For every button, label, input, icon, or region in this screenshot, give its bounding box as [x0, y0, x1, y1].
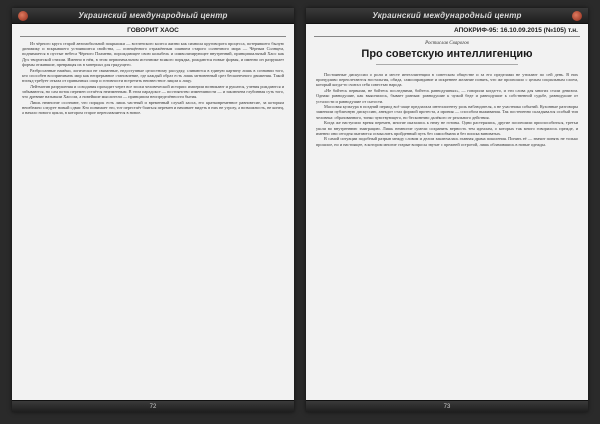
paragraph: Постоянные дискуссии о роли и месте интеллигенции в советском обществе и за его пределами не утихают по сей день. В них причудливо переплетаются ностальгия, обида, самооправдание и искреннее желание понять, что же произошло с целым социальным слоем, который когда-то считал себя совестью народа.: [316, 72, 578, 88]
section-label: ГОВОРИТ ХАОС: [127, 27, 179, 34]
right-page: [306, 8, 588, 412]
paragraph: Разбросанные намёки, логически не связанные, недоступные целостному рассудку, сливаются в единую картину лишь в сознании того, кто способен воспринимать мир как непрерывное становление, где каждый образ есть лишь мгновенный срез бесконечного движения. Такой взгляд требует отказа от привычных опор и готовности встретить неизвестное лицом к лицу.: [22, 67, 284, 83]
top-band: [306, 8, 588, 24]
article-title: Про советскую интеллигенцию: [361, 48, 533, 60]
paragraph: Лишь немногие осознают, что порядок есть лишь частный и временный случай хаоса, его кратковременное равновесие, за которым неизбежно следует новый сдвиг. Кто понимает это, тот перестаёт бояться перемен и начинает видеть в них не угрозу, а возможность, не конец, а начало нового цикла, в котором старое переплавляется в новое.: [22, 99, 284, 116]
logo-icon: [572, 11, 582, 21]
paragraph: Когда же наступило время перемен, многие оказались к нему не готовы. Одни растерялись, другие поспешили приспособиться, третьи ушли во внутреннюю эмиграцию. Лишь немногие сумели сохранить верность тем идеалам, о которых так много говорилось прежде, и именно они сегодня пытаются осмыслить пройденный путь без самообмана и без поиска виноватых.: [316, 120, 578, 136]
article-body: [316, 72, 578, 396]
band-title: Украинский международный центр: [78, 11, 228, 20]
paragraph: Массовая культура в поздний период всё чаще предлагала интеллигенту роль наблюдателя, а не участника событий. Кухонные разговоры заменили публичную дискуссию, анекдот стал формой протеста, а ирония — способом выживания. Так постепенно складывался особый тип человека: образованного, тонко чувствующего, но бесконечно далёкого от реального действия.: [316, 104, 578, 120]
page-number: 73: [443, 404, 451, 410]
logo-icon: [18, 11, 28, 21]
paragraph: В самой ситуации подобный разрыв между словом и делом заключалась главная драма поколения. Понять её — значит понять не только прошлое, но и настоящее, в котором многие старые вопросы звучат с прежней остротой, лишь облачившись в новые одежды.: [316, 136, 578, 147]
section-label: АПОКРИФ-95: 16.10.09.2015 (№105) т.н.: [454, 27, 578, 34]
left-page: [12, 8, 294, 412]
band-title: Украинский международный центр: [372, 11, 522, 20]
divider: [314, 36, 580, 37]
divider: [20, 36, 286, 37]
top-band: [12, 8, 294, 24]
author-name: Ростислав Сварогов: [425, 41, 469, 46]
divider: [376, 64, 518, 65]
paragraph: «Не бойтесь первыми, не бойтесь последними, бойтесь равнодушных», — говорили когда-то, и эти слова для многих стали девизом. Однако равнодушие, как выяснилось, бывает разным: равнодушие к чужой беде и равнодушие к собственной судьбе, равнодушие от усталости и равнодушие от сытости.: [316, 88, 578, 104]
paragraph: Из чёрного круга старой автомобильной покрышки — вселенского колеса жизни как символа круговорота процесса, потерявшего былую динамику и вскрывшего устоявшиеся свойства, — освещённого отражённым сиянием старого солнечного мира — Чёрным Солнцем, поднимается в пустые небеса Чёрного Пламени, порождающее свою колыбель и символизирующее внутренний, принципиальный Хаос как Дух творческой стихии. Именно в нём, в этом первоначальном источнике всякого порядка, рождаются новые формы, и именно он разрушает формы отжившие, превращая их в материал для грядущего.: [22, 41, 284, 67]
article-body: [22, 41, 284, 396]
paragraph: Лейтмотив разрушения и созидания проходит через все эпохи человеческой истории: империи возникают и рушатся, учения рождаются и забываются, но сам поток перемен остаётся неизменным. В этом парадоксе — постоянство изменчивости — и заключена глубинная суть того, что древние называли Хаосом, а новейшие мыслители — принципом неопределённости бытия.: [22, 83, 284, 100]
page-number: 72: [149, 404, 157, 410]
